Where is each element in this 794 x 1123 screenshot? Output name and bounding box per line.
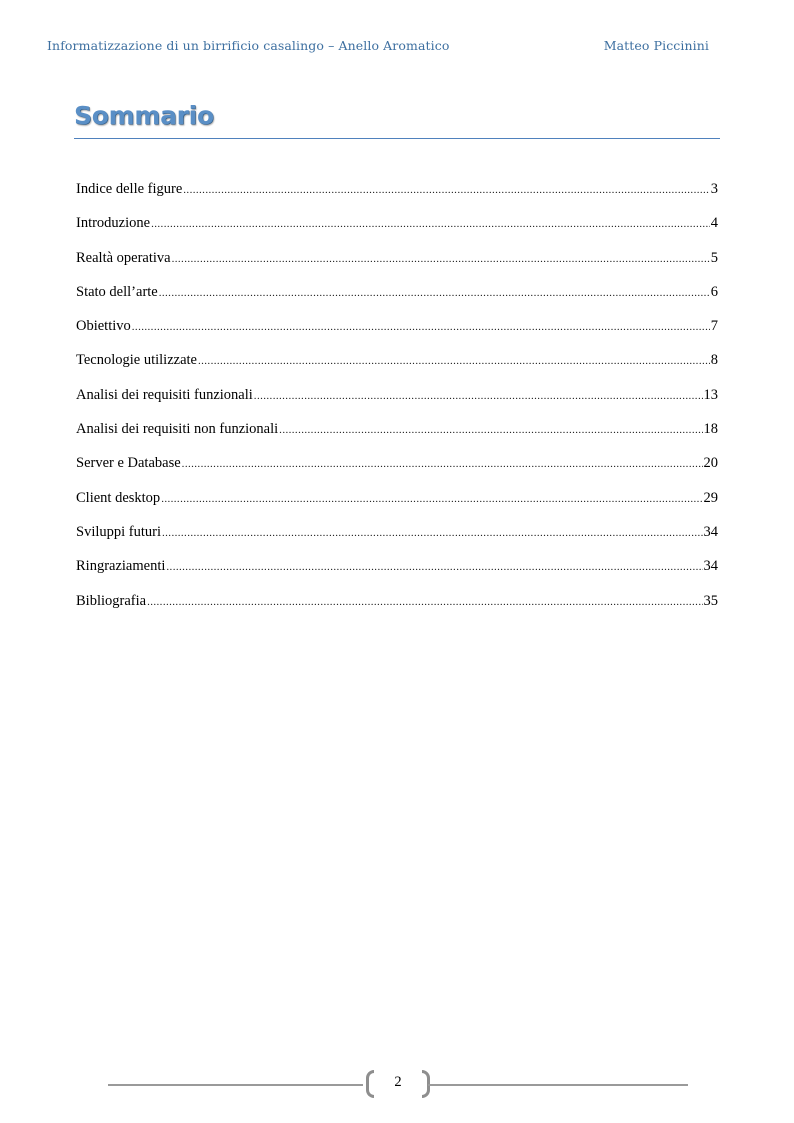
header-author: Matteo Piccinini <box>603 38 709 53</box>
toc-leader-dots <box>159 287 710 299</box>
toc-entry-page: 6 <box>710 283 718 300</box>
toc-entry[interactable] <box>76 181 718 215</box>
toc-entry-label: Realtà operativa <box>76 249 171 266</box>
toc-entry[interactable] <box>76 524 718 558</box>
toc-leader-dots <box>183 184 709 196</box>
toc-entry[interactable] <box>76 421 718 455</box>
toc-entry-page: 34 <box>703 558 718 575</box>
footer-rule-left <box>108 1084 363 1086</box>
toc-entry[interactable] <box>76 387 718 421</box>
toc-entry[interactable] <box>76 558 718 592</box>
toc-entry-label: Indice delle figure <box>76 181 183 197</box>
page-number: 2 <box>394 1074 402 1090</box>
toc-entry-page: 20 <box>703 455 718 472</box>
toc-entry[interactable] <box>76 284 718 318</box>
toc-heading-block <box>74 96 720 139</box>
toc-entry-label: Bibliografia <box>76 592 147 609</box>
toc-leader-dots <box>161 493 702 505</box>
toc-entry[interactable] <box>76 352 718 386</box>
toc-entry[interactable] <box>76 455 718 489</box>
left-bracket-ornament <box>366 1070 374 1098</box>
toc-leader-dots <box>254 390 703 402</box>
toc-entry-label: Tecnologie utilizzate <box>76 352 197 369</box>
toc-entry-label: Ringraziamenti <box>76 558 166 575</box>
toc-leader-dots <box>162 527 703 539</box>
toc-entry-label: Sviluppi futuri <box>76 523 161 540</box>
page-footer <box>108 1068 688 1102</box>
header-title: Informatizzazione di un birrificio casalingo – Anello Aromatico <box>47 38 450 53</box>
toc-leader-dots <box>147 596 702 608</box>
footer-rule-right <box>428 1084 688 1086</box>
toc-entry-page: 5 <box>710 249 718 266</box>
toc-leader-dots <box>151 218 710 230</box>
toc-entry-page: 3 <box>710 181 718 197</box>
toc-entry-page: 35 <box>703 592 718 609</box>
toc-entry-label: Client desktop <box>76 489 161 506</box>
toc-leader-dots <box>182 458 703 470</box>
toc-entry-label: Introduzione <box>76 215 151 232</box>
toc-leader-dots <box>198 355 710 367</box>
table-of-contents <box>76 181 718 627</box>
toc-entry-page: 18 <box>703 421 718 438</box>
toc-entry-label: Server e Database <box>76 455 181 472</box>
page-title: Sommario <box>74 101 214 130</box>
toc-entry[interactable] <box>76 250 718 284</box>
running-header <box>47 38 709 53</box>
toc-entry-page: 8 <box>710 352 718 369</box>
toc-entry-label: Stato dell’arte <box>76 283 158 300</box>
toc-entry[interactable] <box>76 215 718 249</box>
toc-entry-label: Analisi dei requisiti non funzionali <box>76 421 279 438</box>
toc-entry-page: 7 <box>710 318 718 335</box>
toc-entry-page: 4 <box>710 215 718 232</box>
toc-entry-page: 34 <box>703 523 718 540</box>
toc-leader-dots <box>279 424 702 436</box>
toc-leader-dots <box>166 561 702 573</box>
toc-entry[interactable] <box>76 593 718 627</box>
toc-entry[interactable] <box>76 490 718 524</box>
toc-leader-dots <box>132 321 710 333</box>
toc-entry-label: Analisi dei requisiti funzionali <box>76 386 253 403</box>
toc-entry-label: Obiettivo <box>76 318 131 335</box>
toc-entry[interactable] <box>76 318 718 352</box>
toc-entry-page: 13 <box>703 386 718 403</box>
toc-entry-page: 29 <box>703 489 718 506</box>
toc-leader-dots <box>172 253 710 265</box>
